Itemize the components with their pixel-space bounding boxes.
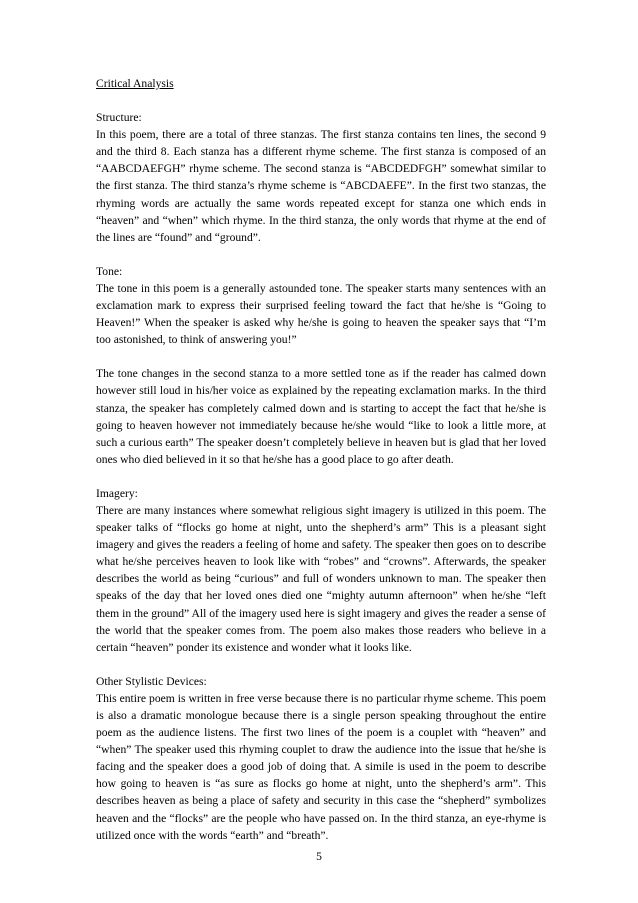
section-title-tone: Tone:: [96, 264, 123, 278]
section-title-imagery: Imagery:: [96, 486, 138, 500]
document-heading: Critical Analysis: [96, 77, 174, 90]
section-imagery: [96, 485, 546, 656]
tone-paragraph-2: The tone changes in the second stanza to a more settled tone as if the reader has calmed down however still loud in his/her voice as explained by the repeating exclamation marks. In the third stanza, the speaker has completely calmed down and is starting to accept the fact that he/she is going to heaven however not immediately because he/she would “like to look a little more, at such a curious earth” The speaker doesn’t completely believe in heaven but is glad that her loved ones who died believed in it so that he/she has a good place to go after death.: [96, 367, 546, 466]
page-number: 5: [316, 850, 322, 863]
section-title-structure: Structure:: [96, 111, 142, 125]
imagery-paragraph: There are many instances where somewhat religious sight imagery is utilized in this poem. The speaker talks of “flocks go home at night, unto the shepherd’s arm” This is a pleasant sight imagery and gives the readers a feeling of home and safety. The speaker then goes on to describe what he/she perceives heaven to look like with “robes” and “crowns”. Afterwards, the speaker describes the world as being “curious” and full of wonders unknown to man. The speaker then speaks of the day that her loved ones died one “mighty autumn afternoon” when he/she “left them in the ground” All of the imagery used here is sight imagery and gives the reader a sense of the world that the speaker comes from. The poem also makes those readers who believe in a certain “heaven” ponder its existence and wonder what it looks like.: [96, 503, 546, 654]
stylistic-devices-paragraph: This entire poem is written in free verse because there is no particular rhyme scheme. This poem is also a dramatic monologue because there is a single person speaking throughout the entire poem as the audience listens. The first two lines of the poem is a couplet with “heaven” and “when” The speaker used this rhyming couplet to draw the audience into the issue that he/she is facing and the speaker does a good job of doing that. A simile is used in the poem to describe how going to heaven is “as sure as flocks go home at night, unto the shepherd’s arm”. This describes heaven as being a place of safety and security in this case the “shepherd” symbolizes heaven and the “flocks” are the people who have passed on. In the third stanza, an eye-rhyme is utilized once with the words “earth” and “breath”.: [96, 691, 546, 842]
tone-paragraph-1: The tone in this poem is a generally astounded tone. The speaker starts many sentences with an exclamation mark to express their surprised feeling toward the fact that he/she is “Going to Heaven!” When the speaker is asked why he/she is going to heaven the speaker says that “I’m too astonished, to think of answering you!”: [96, 281, 546, 347]
section-stylistic-devices: [96, 673, 546, 844]
section-tone: [96, 263, 546, 468]
section-structure: [96, 109, 546, 246]
document-page: [96, 75, 546, 861]
structure-paragraph: In this poem, there are a total of three stanzas. The first stanza contains ten lines, the second 9 and the third 8. Each stanza has a different rhyme scheme. The first stanza is composed of an “AABCDAEFGH” rhyme scheme. The second stanza is “ABCDEDFGH” somewhat similar to the first stanza. The third stanza’s rhyme scheme is “ABCDAEFE”. In the first two stanzas, the rhyming words are actually the same words repeated except for stanza one which ends in “heaven” and “when” which rhyme. In the third stanza, the only words that rhyme at the end of the lines are “found” and “ground”.: [96, 128, 546, 244]
section-title-stylistic-devices: Other Stylistic Devices:: [96, 674, 207, 688]
